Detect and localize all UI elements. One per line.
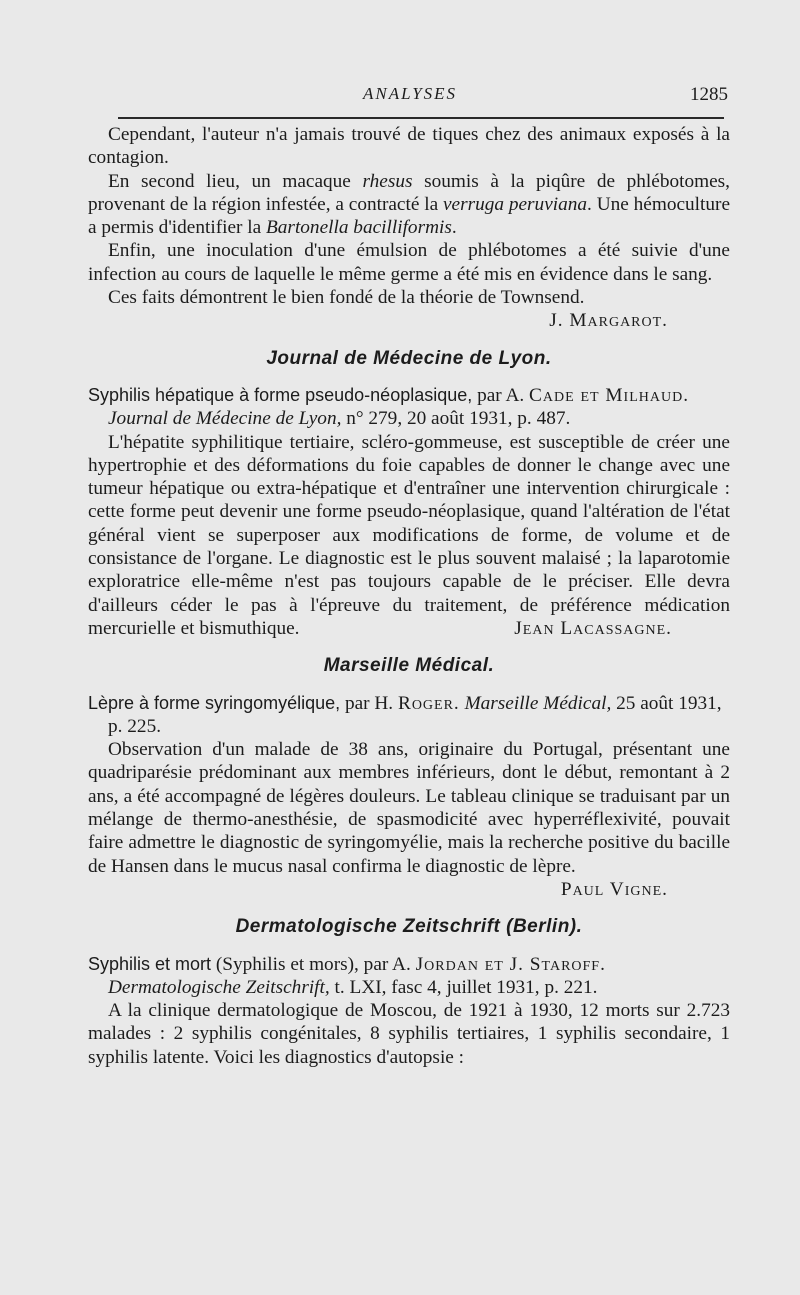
journal-heading: Dermatologische Zeitschrift (Berlin). xyxy=(235,916,583,938)
cited-journal: Marseille Médical, xyxy=(464,692,612,714)
journal-heading: Journal de Médecine de Lyon. xyxy=(266,347,552,369)
paragraph: En second lieu, un macaque rhesus soumis à la piqûre de phlébotomes, provenant de la région infestée, a contracté la verruga peruviana. Une hémoculture a permis d'identifier la Bartonella bacilliformis. xyxy=(88,170,731,239)
paragraph: A la clinique dermatologique de Moscou, de 1921 à 1930, 12 morts sur 2.723 malades : 2 syphilis congénitales, 8 syphilis tertiaires, 1 syphilis secondaire, 1 syphilis latente. Voici les diagnostics d'autopsie : xyxy=(88,1000,730,1068)
author-signature: J. Margarot. xyxy=(549,310,668,332)
author-signature: Paul Vigne. xyxy=(560,878,668,900)
article-citation: Syphilis et mort (Syphilis et mors), par A. Jordan et J. Staroff. Dermatologische Zeitschrift, t. LXI, fasc 4, juillet 1931, p. 221. xyxy=(88,953,606,998)
article-citation: Syphilis hépatique à forme pseudo-néoplasique, par A. Cade et Milhaud. Journal de Médecine de Lyon, n° 279, 20 août 1931, p. 487. xyxy=(88,384,690,430)
cited-journal: Dermatologische Zeitschrift, xyxy=(108,976,330,998)
article-authors: Jordan et J. Staroff. xyxy=(415,953,606,975)
article-title: Syphilis hépatique à forme pseudo-néoplasique, xyxy=(88,384,473,405)
paragraph: Observation d'un malade de 38 ans, originaire du Portugal, présentant une quadriparésie prédominant aux membres inférieurs, dont le début, remontant à 2 ans, a été accompagné de légères douleurs. Le tableau clinique se traduisant par un mélange de thermo-anesthésie, de spasmodicité avec hyperréflexivité, pouvait faire admettre le diagnostic de syringomyélie, mais la recherche positive du bacille de Hansen dans le mucus nasal confirma le diagnostic de lèpre. xyxy=(88,739,730,877)
paragraph: Cependant, l'auteur n'a jamais trouvé de tiques chez des animaux exposés à la contagion. xyxy=(88,124,730,169)
cited-journal: Journal de Médecine de Lyon, xyxy=(108,408,342,430)
article-title: Syphilis et mort xyxy=(88,953,212,974)
journal-heading: Marseille Médical. xyxy=(323,655,495,677)
paragraph: L'hépatite syphilitique tertiaire, scléro-gommeuse, est susceptible de créer une hypertrophie et des déformations du foie capables de donner le change avec une tumeur hépatique ou extra-hépatique et d'entraîner une intervention chirurgicale : cette forme peut devenir une forme pseudo-néoplasique, quand l'altération de l'état général vient se superposer aux modifications de forme, de volume et de consistance de l'organe. Le diagnostic est le plus souvent malaisé ; la laparotomie exploratrice elle-même n'est pas toujours capable de le préciser. Elle devra d'ailleurs céder le pas à l'épreuve du traitement, de préférence médication mercurielle et bismuthique. Jean Lacassagne. xyxy=(88,431,730,639)
header-rule xyxy=(118,117,724,119)
page-number: 1285 xyxy=(690,84,728,105)
page-body xyxy=(88,123,730,1069)
article-authors: Cade et Milhaud. xyxy=(529,384,690,406)
running-title: ANALYSES xyxy=(362,84,458,103)
paragraph: Enfin, une inoculation d'une émulsion de phlébotomes a été suivie d'une infection au cours de laquelle le même germe a été mis en évidence dans le sang. xyxy=(88,240,730,285)
article-authors: Roger. xyxy=(397,692,460,714)
article-title: Lèpre à forme syringomyélique, xyxy=(88,692,341,713)
author-signature: Jean Lacassagne. xyxy=(514,617,672,639)
article-citation: Lèpre à forme syringomyélique, par H. Roger. Marseille Médical, 25 août 1931, p. 225. xyxy=(88,692,722,737)
paragraph: Ces faits démontrent le bien fondé de la théorie de Townsend. xyxy=(108,287,585,309)
